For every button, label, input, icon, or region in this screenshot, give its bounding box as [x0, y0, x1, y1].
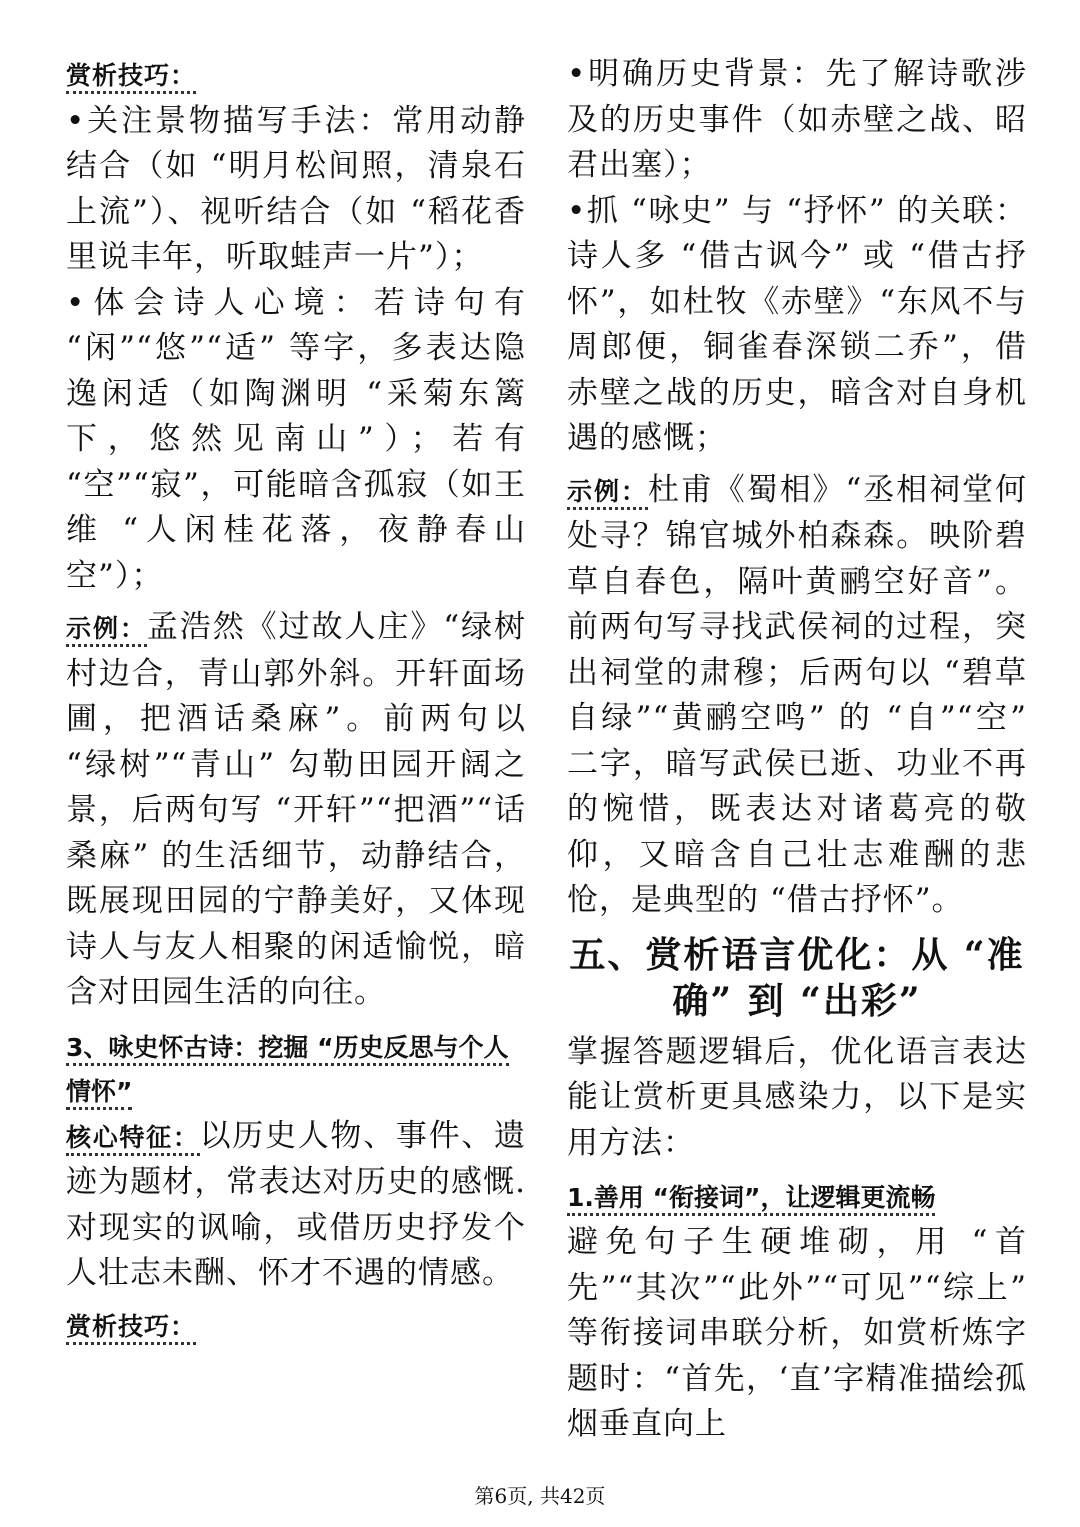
example-paragraph-right — [567, 468, 1027, 924]
core-features-paragraph — [66, 1114, 526, 1297]
core-label: 核心特征： — [66, 1123, 200, 1156]
subsection-1-text: 避免句子生硬堆砌，用 “首先”“其次”“此外”“可见”“综上” 等衔接词串联分析，如赏析炼字题时：“首先，‘直’字精准描绘孤烟垂直向上 — [567, 1224, 1027, 1442]
left-column — [66, 52, 526, 1349]
example-label: 示例： — [567, 477, 648, 510]
section-5-intro: 掌握答题逻辑后，优化语言表达能让赏析更具感染力，以下是实用方法： — [567, 1033, 1027, 1161]
example-text: 杜甫《蜀相》“丞相祠堂何处寻？锦官城外柏森森。映阶碧草自春色，隔叶黄鹂空好音”。前两句写寻找武侯祠的过程，突出祠堂的肃穆；后两句以 “碧草自绿”“黄鹂空鸣” 的 “自”“空” 二字，暗写武侯已逝、功业不再的惋惜，既表达对诸葛亮的敬仰，又暗含自己壮志难酬的悲怆，是典型的 “借古抒怀”。 — [567, 471, 1027, 918]
heading-appreciation-tips-2: 赏析技巧： — [66, 1303, 526, 1350]
example-label: 示例： — [66, 614, 147, 647]
heading-label: 赏析技巧： — [66, 61, 196, 94]
section-3-title: 3、咏史怀古诗：挖掘 “历史反思与个人情怀” — [66, 1026, 526, 1114]
subsection-1-title: 1.善用 “衔接词”，让逻辑更流畅 — [567, 1176, 1027, 1220]
tip-mood: •体会诗人心境：若诗句有 “闲”“悠”“适” 等字，多表达隐逸闲适（如陶渊明 “采菊东篱下，悠然见南山”）；若有 “空”“寂”，可能暗含孤寂（如王维 “人闲桂花落，夜静春山空”）； — [66, 284, 526, 594]
tip-history-link: •抓 “咏史” 与 “抒怀” 的关联：诗人多 “借古讽今” 或 “借古抒怀”，如杜牧《赤壁》“东风不与周郎便，铜雀春深锁二乔”，借赤壁之战的历史，暗含对自身机遇的感慨； — [567, 192, 1027, 456]
heading-appreciation-tips — [66, 52, 526, 99]
right-column — [567, 52, 1027, 1448]
example-text: 孟浩然《过故人庄》“绿树村边合，青山郭外斜。开轩面场圃，把酒话桑麻”。前两句以 “绿树”“青山” 勾勒田园开阔之景，后两句写 “开轩”“把酒”“话桑麻” 的生活细节，动静结合，既展现田园的宁静美好，又体现诗人与友人相聚的闲适愉悦，暗含对田园生活的向往。 — [66, 609, 526, 1010]
page-footer: 第6页, 共42页 — [474, 1484, 606, 1508]
core-text: 以历史人物、事件、遗迹为题材，常表达对历史的感慨. 对现实的讽喻，或借历史抒发个人壮志未酬、怀才不遇的情感。 — [66, 1117, 526, 1291]
section-5-title: 五、赏析语言优化：从 “准确” 到 “出彩” — [569, 933, 1025, 1022]
tip-history-background: •明确历史背景：先了解诗歌涉及的历史事件（如赤壁之战、昭君出塞）； — [567, 56, 1027, 183]
example-paragraph — [66, 605, 526, 1016]
tip-scenery: •关注景物描写手法：常用动静结合（如 “明月松间照，清泉石上流”）、视听结合（如 “稻花香里说丰年，听取蛙声一片”）； — [66, 102, 526, 275]
